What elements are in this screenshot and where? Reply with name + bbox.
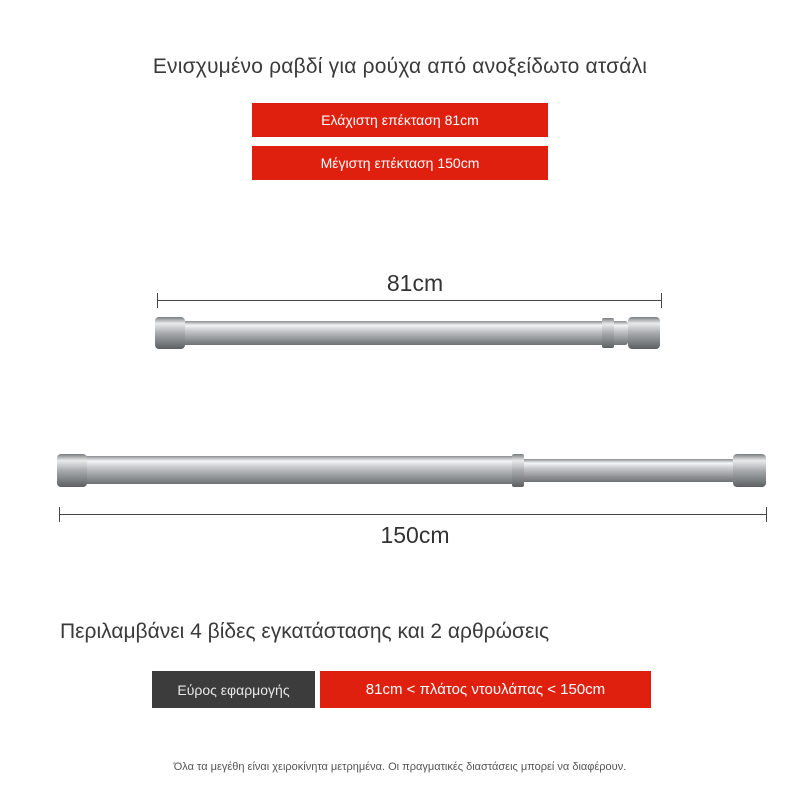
long-rod — [57, 454, 766, 487]
min-extension-badge: Ελάχιστη επέκταση 81cm — [252, 103, 548, 137]
short-rod-length-label: 81cm — [386, 270, 444, 296]
product-title: Ενισχυμένο ραβδί για ρούχα από ανοξείδωτο ατσάλι — [152, 55, 648, 78]
long-rod-dimension-tick-right — [766, 507, 767, 522]
short-rod-tube — [182, 321, 628, 345]
long-rod-joint — [512, 454, 524, 487]
application-range-value: 81cm < πλάτος ντουλάπας < 150cm — [320, 671, 651, 708]
application-range-label: Εύρος εφαρμογής — [152, 671, 315, 708]
short-rod-left-cap — [155, 317, 185, 349]
included-parts-text: Περιλαμβάνει 4 βίδες εγκατάστασης και 2 αρθρώσεις — [60, 620, 550, 643]
long-rod-dimension-tick-left — [59, 507, 60, 522]
short-rod-right-cap — [628, 317, 660, 349]
short-rod — [155, 317, 660, 349]
long-rod-left-cap — [57, 454, 87, 487]
long-rod-outer-tube — [84, 456, 520, 484]
long-rod-inner-tube — [520, 459, 735, 482]
measurement-disclaimer: Όλα τα μεγέθη είναι χειροκίνητα μετρημένα. Οι πραγματικές διαστάσεις μπορεί να διαφέρουν. — [173, 761, 627, 773]
short-rod-joint — [602, 318, 614, 348]
long-rod-right-cap — [733, 454, 766, 487]
long-rod-length-label: 150cm — [380, 522, 450, 548]
long-rod-dimension-line — [59, 514, 767, 515]
max-extension-badge: Μέγιστη επέκταση 150cm — [252, 146, 548, 180]
